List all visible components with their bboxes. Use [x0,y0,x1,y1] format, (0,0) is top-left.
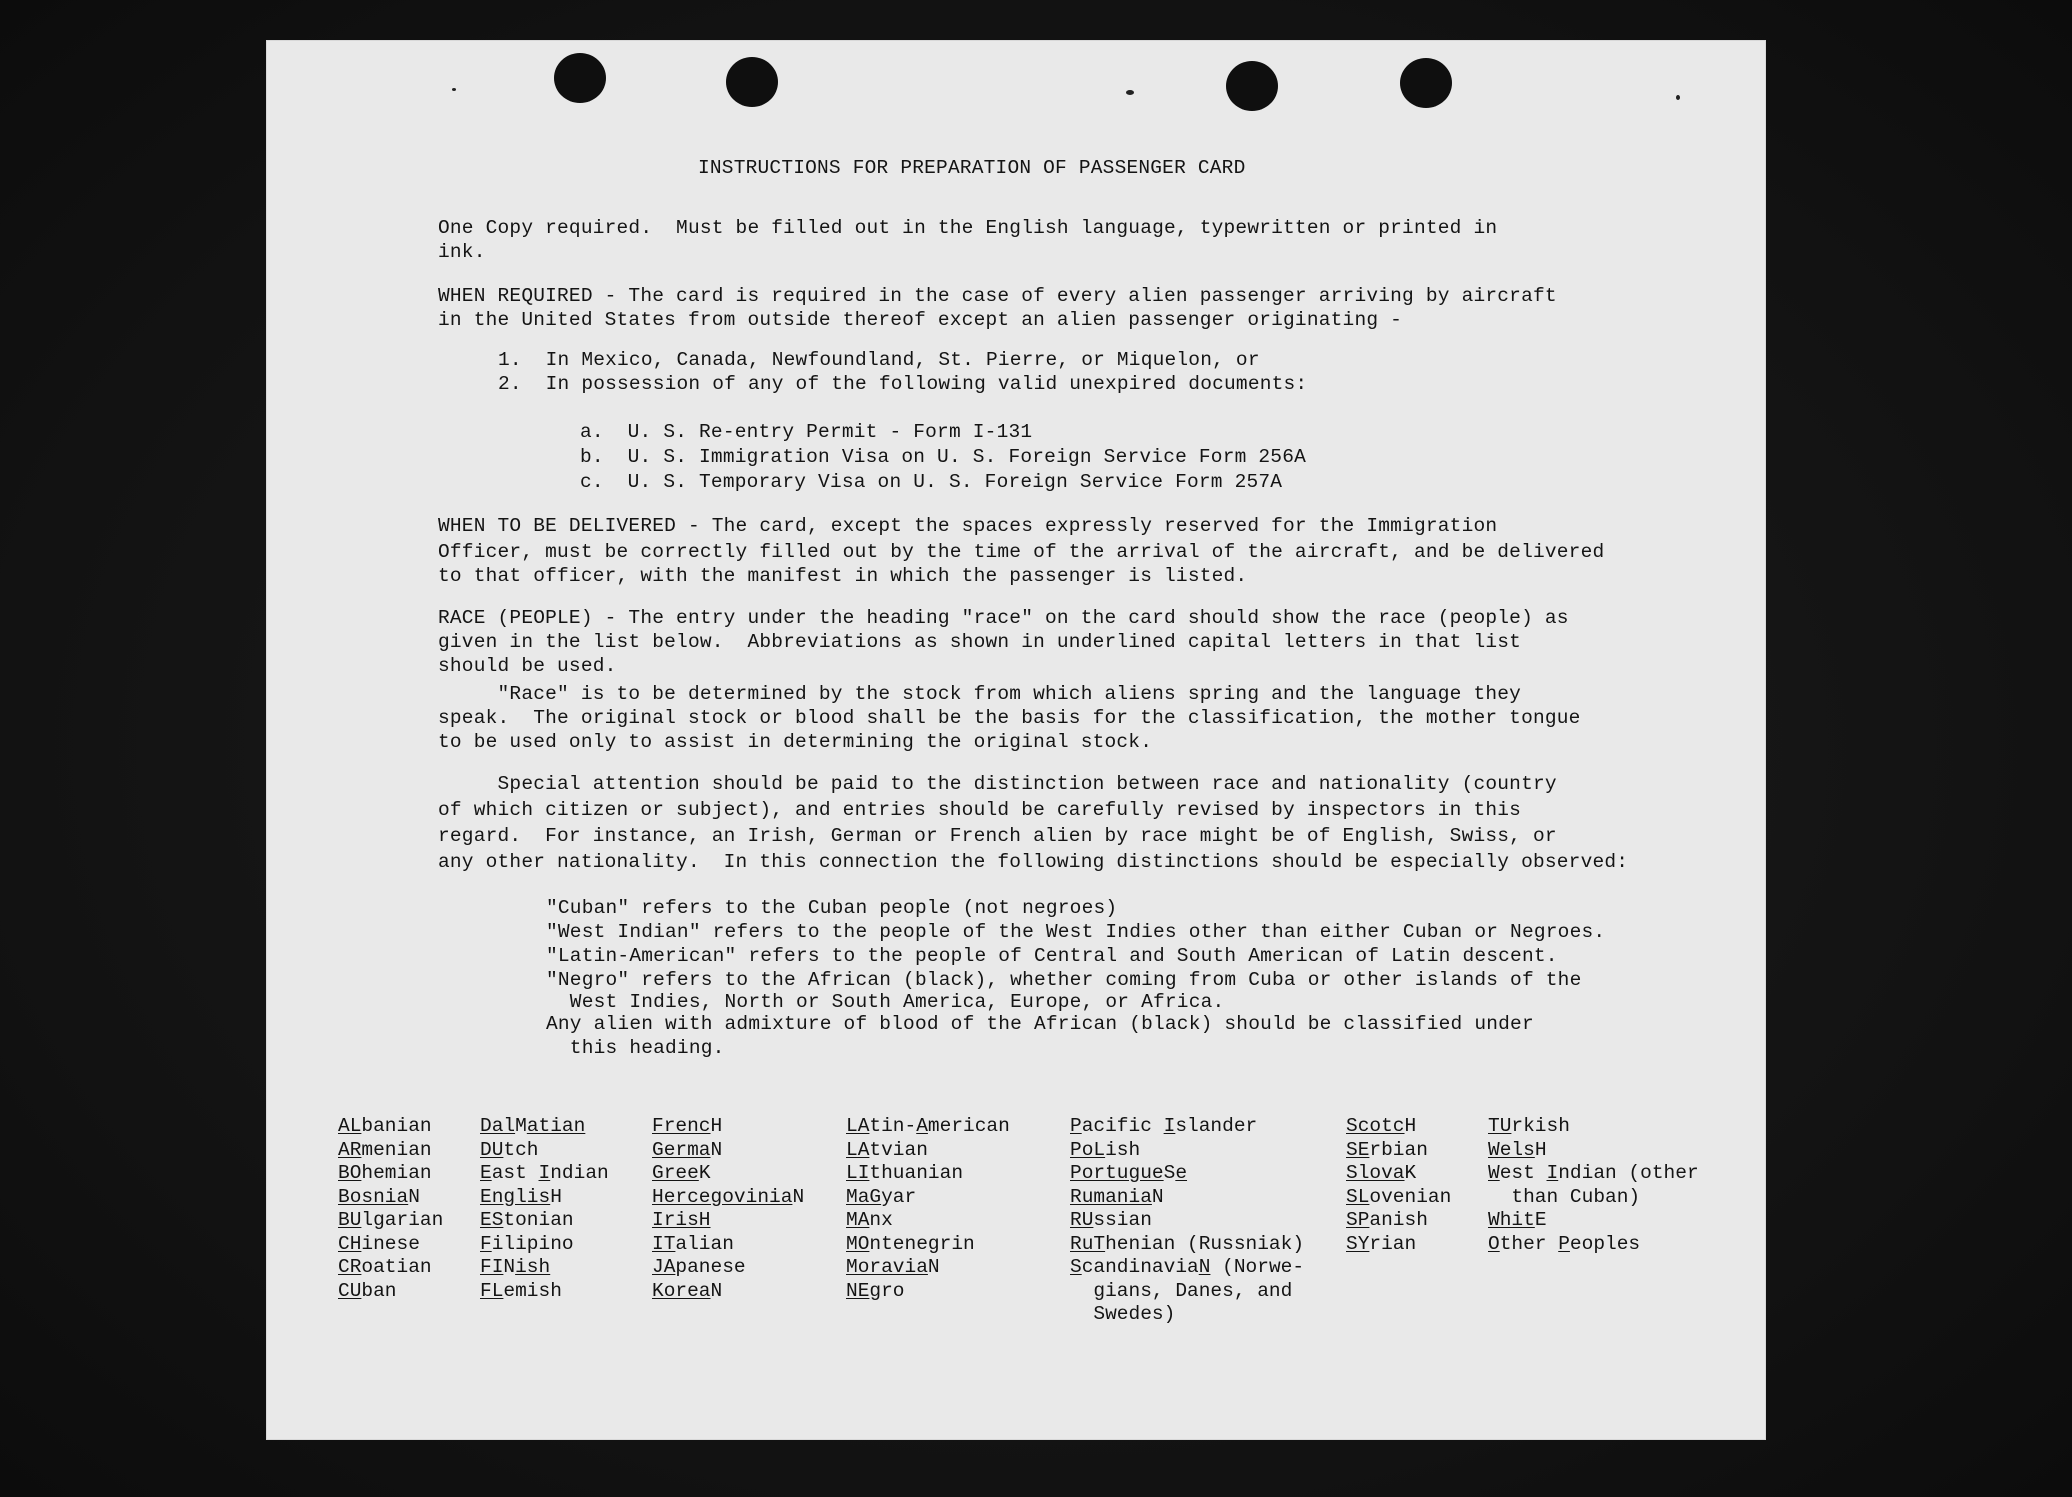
race-abbreviation: PoL [1070,1138,1106,1161]
race-abbreviation: JA [652,1256,676,1278]
race-abbreviation: W [1488,1162,1500,1184]
race-abbreviation: TU [1488,1115,1512,1137]
race-abbreviation: Frenc [652,1115,711,1137]
race-abbreviation: I [1163,1115,1176,1137]
race-abbreviation: Whit [1488,1209,1535,1231]
race-text: N [1151,1185,1164,1208]
document-title: INSTRUCTIONS FOR PREPARATION OF PASSENGER CARD [698,157,1246,179]
race-text: (Norwe- [1210,1256,1305,1278]
race-text: E [1534,1209,1547,1231]
race-text: H [1534,1138,1547,1161]
race-entry [1346,1139,1451,1163]
race-entry [480,1209,609,1233]
race-entry [652,1162,804,1186]
race-text: est [1499,1162,1547,1184]
race-entry [652,1115,804,1139]
race-entry [480,1280,609,1304]
race-list-column [652,1115,804,1303]
race-text: K [698,1162,711,1184]
race-abbreviation: ish [515,1256,551,1278]
race-text: hemian [361,1162,432,1184]
race-abbreviation: SP [1346,1209,1370,1231]
special-line: Special attention should be paid to the distinction between race and nationality (country [438,773,1557,795]
race-text: ssian [1093,1209,1152,1231]
lettered-item: a. U. S. Re-entry Permit - Form I-131 [580,421,1033,443]
race-abbreviation: MA [846,1209,870,1231]
race-entry [480,1162,609,1186]
race-entry [338,1233,443,1257]
intro-line: One Copy required. Must be filled out in the English language, typewritten or printed in [438,217,1498,239]
race-text: M [515,1115,527,1137]
race-abbreviation: Gree [652,1162,699,1184]
race-text: anish [1369,1209,1428,1231]
race-entry [846,1115,1010,1139]
race-text: than Cuban) [1488,1185,1641,1208]
race-entry [1070,1209,1304,1233]
race-abbreviation: F [480,1232,492,1255]
race-abbreviation: CR [338,1256,362,1278]
race-abbreviation: NE [846,1279,870,1302]
race-text: nx [869,1209,893,1231]
dust-speck [1676,95,1680,100]
race-entry [1346,1186,1451,1210]
when-delivered-line: Officer, must be correctly filled out by the time of the arrival of the aircraft, and be delivered [438,541,1605,563]
race-stock-line: to be used only to assist in determining the original stock. [438,731,1153,753]
race-abbreviation: SY [1346,1232,1370,1255]
race-text: eoples [1569,1232,1641,1255]
race-abbreviation: e [1175,1162,1188,1184]
race-abbreviation: AR [338,1138,362,1161]
when-required-line: WHEN REQUIRED - The card is required in the case of every alien passenger arriving by aircraft [438,285,1557,307]
punch-hole [554,53,606,103]
race-text: tch [503,1138,539,1161]
when-delivered-line: WHEN TO BE DELIVERED - The card, except the spaces expressly reserved for the Immigration [438,515,1498,537]
race-entry [1488,1186,1699,1210]
race-text: N [408,1185,420,1208]
race-entry [1070,1139,1304,1163]
race-abbreviation: FL [480,1279,504,1302]
race-entry [846,1256,1010,1280]
race-abbreviation: S [1070,1256,1082,1278]
race-entry [480,1139,609,1163]
race-abbreviation: LA [846,1138,870,1161]
race-text: lgarian [361,1209,444,1231]
document-page [266,40,1766,1440]
race-entry [1070,1233,1304,1257]
race-text: ntenegrin [869,1232,975,1255]
race-text: ther [1499,1232,1559,1255]
race-text: panese [675,1256,746,1278]
race-abbreviation: FI [480,1256,504,1278]
race-text: rbian [1369,1138,1428,1161]
race-entry [1346,1233,1451,1257]
race-entry [652,1280,804,1304]
race-text: oatian [361,1256,432,1278]
race-abbreviation: Scotc [1346,1115,1405,1137]
race-entry [1070,1162,1304,1186]
race-abbreviation: atian [526,1115,586,1137]
race-abbreviation: SL [1346,1185,1370,1208]
race-entry [1070,1280,1304,1304]
race-abbreviation: O [1488,1232,1500,1255]
intro-line: ink. [438,241,486,263]
race-text: H [710,1115,723,1137]
race-text: ilipino [491,1232,574,1255]
race-abbreviation: ES [480,1209,504,1231]
race-text: tvian [869,1138,928,1161]
race-text: emish [503,1279,562,1302]
race-entry [1346,1209,1451,1233]
race-entry [846,1139,1010,1163]
race-abbreviation: Korea [652,1279,711,1302]
special-line: of which citizen or subject), and entries should be carefully revised by inspectors in this [438,799,1522,821]
race-entry [338,1280,443,1304]
race-text: rkish [1511,1115,1570,1137]
race-entry [846,1233,1010,1257]
race-text: candinavia [1081,1256,1199,1278]
race-entry [1488,1115,1699,1139]
distinction-line: "Negro" refers to the African (black), whether coming from Cuba or other islands of the [546,969,1582,991]
race-abbreviation: MO [846,1232,870,1255]
distinction-line: Any alien with admixture of blood of the African (black) should be classified under [546,1013,1534,1035]
race-abbreviation: Germa [652,1138,711,1161]
race-entry [338,1162,443,1186]
race-stock-line: "Race" is to be determined by the stock from which aliens spring and the language they [438,683,1522,705]
race-abbreviation: MaG [846,1185,882,1208]
race-abbreviation: RU [1070,1209,1094,1231]
race-entry [1488,1162,1699,1186]
race-text: ban [361,1279,397,1302]
race-abbreviation: N [1198,1256,1211,1278]
special-line: any other nationality. In this connection the following distinctions should be especially observed: [438,851,1629,873]
race-text: H [550,1185,562,1208]
race-abbreviation: E [480,1162,492,1184]
race-entry [1488,1139,1699,1163]
race-text: inese [361,1232,420,1255]
race-abbreviation: AL [338,1115,362,1137]
race-text: H [1404,1115,1417,1137]
race-text: banian [361,1115,432,1137]
race-entry [1070,1115,1304,1139]
race-list-column [1488,1115,1699,1256]
lettered-item: b. U. S. Immigration Visa on U. S. Foreign Service Form 256A [580,446,1307,468]
race-entry [652,1233,804,1257]
race-entry [846,1280,1010,1304]
race-entry [1346,1115,1451,1139]
numbered-item: 2. In possession of any of the following valid unexpired documents: [498,373,1308,395]
special-line: regard. For instance, an Irish, German or French alien by race might be of English, Swiss, or [438,825,1557,847]
race-text: K [1404,1162,1417,1184]
race-abbreviation: IT [652,1232,676,1255]
race-abbreviation: Englis [480,1185,551,1208]
race-abbreviation: I [1546,1162,1559,1184]
punch-hole [726,57,778,107]
race-abbreviation: SE [1346,1138,1370,1161]
race-text: N [792,1185,805,1208]
lettered-item: c. U. S. Temporary Visa on U. S. Foreign Service Form 257A [580,471,1283,493]
race-entry [480,1256,609,1280]
race-list-column [338,1115,443,1303]
race-text: S [1163,1162,1176,1184]
race-list-column [1070,1115,1304,1327]
race-abbreviation: BO [338,1162,362,1184]
race-abbreviation: Hercegovinia [652,1185,793,1208]
race-text: acific [1081,1115,1164,1137]
race-text: N [927,1256,940,1278]
race-abbreviation: Slova [1346,1162,1405,1184]
race-text: ish [1105,1138,1141,1161]
race-entry [1346,1162,1451,1186]
race-entry [338,1139,443,1163]
race-entry [846,1162,1010,1186]
race-list-column [1346,1115,1451,1256]
distinction-line: "Cuban" refers to the Cuban people (not negroes) [546,897,1118,919]
race-abbreviation: Moravia [846,1256,928,1278]
race-abbreviation: LA [846,1115,870,1137]
race-abbreviation: CU [338,1279,362,1302]
race-abbreviation: Rumania [1070,1185,1152,1208]
numbered-item: 1. In Mexico, Canada, Newfoundland, St. Pierre, or Miquelon, or [498,349,1260,371]
distinction-line: West Indies, North or South America, Europe, or Africa. [546,991,1225,1013]
race-text: ndian (other [1558,1162,1699,1184]
race-text: gro [869,1279,905,1302]
race-entry [652,1256,804,1280]
race-text: ndian [550,1162,609,1184]
race-text: rian [1369,1232,1417,1255]
race-entry [480,1233,609,1257]
race-entry [1070,1303,1304,1327]
race-entry [480,1186,609,1210]
race-stock-line: speak. The original stock or blood shall be the basis for the classification, the mother tongue [438,707,1581,729]
when-required-line: in the United States from outside thereof except an alien passenger originating - [438,309,1403,331]
race-text: yar [881,1185,917,1208]
race-text: ast [491,1162,539,1184]
race-text: merican [927,1115,1010,1137]
race-text: thuanian [869,1162,964,1184]
race-entry [338,1209,443,1233]
race-abbreviation: RuT [1070,1232,1106,1255]
race-text: ovenian [1369,1185,1452,1208]
race-abbreviation: P [1558,1232,1570,1255]
when-delivered-line: to that officer, with the manifest in which the passenger is listed. [438,565,1248,587]
race-entry [652,1186,804,1210]
race-text: N [710,1279,723,1302]
race-text: slander [1175,1115,1258,1137]
punch-hole [1400,58,1452,108]
race-abbreviation: LI [846,1162,870,1184]
race-entry [652,1139,804,1163]
dust-speck [452,88,456,91]
distinction-line: "West Indian" refers to the people of the West Indies other than either Cuban or Negroes. [546,921,1606,943]
punch-hole [1226,61,1278,111]
race-abbreviation: Bosnia [338,1185,409,1208]
race-entry [652,1209,804,1233]
race-entry [1070,1256,1304,1280]
race-abbreviation: DU [480,1138,504,1161]
race-line: should be used. [438,655,617,677]
race-entry [1488,1233,1699,1257]
race-abbreviation: A [916,1115,928,1137]
race-text: tonian [503,1209,574,1231]
race-text: menian [361,1138,432,1161]
race-abbreviation: IrisH [652,1209,711,1231]
distinction-line: "Latin-American" refers to the people of Central and South American of Latin descent. [546,945,1558,967]
race-abbreviation: I [538,1162,551,1184]
race-entry [846,1209,1010,1233]
race-abbreviation: CH [338,1232,362,1255]
race-abbreviation: Portugue [1070,1162,1164,1184]
race-text: Swedes) [1070,1303,1176,1325]
race-abbreviation: Dal [480,1115,516,1137]
race-text: N [710,1138,723,1161]
distinction-line: this heading. [546,1037,725,1059]
race-list-column [846,1115,1010,1303]
race-line: given in the list below. Abbreviations as shown in underlined capital letters in that list [438,631,1522,653]
race-text: gians, Danes, and [1070,1279,1293,1302]
race-text: tin- [869,1115,917,1137]
race-list-column [480,1115,609,1303]
race-entry [1070,1186,1304,1210]
race-abbreviation: BU [338,1209,362,1231]
race-text: N [503,1256,516,1278]
race-entry [846,1186,1010,1210]
race-text: henian (Russniak) [1105,1232,1305,1255]
race-entry [338,1256,443,1280]
race-entry [1488,1209,1699,1233]
race-entry [338,1186,443,1210]
race-text: alian [675,1232,734,1255]
race-abbreviation: Wels [1488,1138,1535,1161]
race-line: RACE (PEOPLE) - The entry under the heading "race" on the card should show the race (people) as [438,607,1569,629]
race-abbreviation: P [1070,1115,1082,1137]
dust-speck [1126,90,1134,95]
race-entry [338,1115,443,1139]
race-entry [480,1115,609,1139]
